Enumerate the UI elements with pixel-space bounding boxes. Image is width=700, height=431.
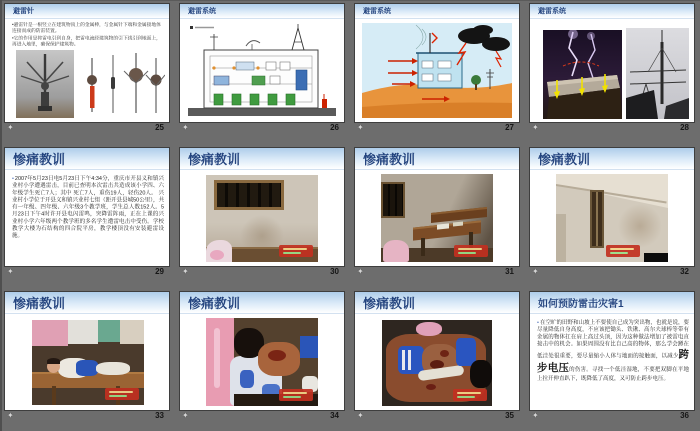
transition-star-icon: ✦ [357,123,364,132]
transition-star-icon: ✦ [7,411,14,420]
transition-star-icon: ✦ [182,267,189,276]
slide-cell-31 [350,144,525,287]
slide-thumbnail-29[interactable] [5,148,169,266]
photo-watermark [279,245,313,257]
injured-child-photo [206,318,318,406]
slide-body-text: •在空旷的田野和山坡上不要使自己成为突出物，也就是说，要尽量降低自身高度，不应该把锄头、铁锹、高尔夫球棒等带有金属的物体扛在肩上高过头顶，因为这种做法增加了被雷电直接击中的机会。如果周围没有比自己高的物体，那么学会蹲在低洼处很重要，要尽量缩小人体与地面的接触面，以减少跨步电压的伤害。寻找一个低洼湿地，不要把双脚在平地上拉开伸直趴下，既降低了高度，又可防止跨步电压。 [537,319,689,382]
window-frame [590,190,604,248]
victim-on-bench-photo [32,320,144,405]
slide-thumbnail-35[interactable] [355,292,519,410]
slide-cell-32 [525,144,700,287]
lightning-rod-types-icon [79,50,165,118]
transition-star-icon: ✦ [357,267,364,276]
damaged-classroom-wall-photo [206,175,318,262]
slide-header [5,4,169,19]
slide-header [5,148,169,170]
transition-star-icon: ✦ [532,267,539,276]
slide-title: 避雷系统 [538,8,566,15]
transition-star-icon: ✦ [7,123,14,132]
lightning-rod-photo [16,50,74,118]
step-voltage-highlight: 跨步电压 [537,348,689,374]
slide-header [180,292,344,314]
slide-header [355,148,519,170]
building-lightning-protection-diagram [188,24,336,118]
slide-number: 27 [505,123,514,132]
slide-title: 如何预防雷击灾害1 [538,299,624,310]
transition-star-icon: ✦ [182,411,189,420]
slide-thumbnail-28[interactable] [530,4,694,122]
slide-thumbnail-36[interactable] [530,292,694,410]
transition-star-icon: ✦ [7,267,14,276]
slide-header [530,292,694,314]
slide-cell-26 [175,0,350,143]
slide-header [355,292,519,314]
transition-star-icon: ✦ [532,411,539,420]
classroom-desks-photo [381,174,493,262]
slide-thumbnail-31[interactable] [355,148,519,266]
night-lightning-strike-photo [543,30,622,119]
slide-number: 34 [330,411,339,420]
photo-watermark [606,245,640,257]
slide-header [5,292,169,314]
slide-number: 28 [680,123,689,132]
dark-animal-shape [470,360,492,388]
slide-thumbnail-27[interactable] [355,4,519,122]
slide-number: 31 [505,267,514,276]
slide-cell-34 [175,288,350,431]
photo-watermark [105,388,139,400]
scorched-wall-corner-photo [556,174,668,262]
slide-cell-27 [350,0,525,143]
bullet-text: 避雷针是一根竖立在建筑物顶上的金属棒，与金属针下端和金属接地体连接而成的防雷装置。 [12,22,161,34]
slide-body-text: •2007年5月23日电5月23日下午4:34分，重庆市开县义和镇兴业村小学遭遇雷击，目前已查明本次雷击共造成该小学四、六年级学生死亡7人；其中 死亡7人，重伤19人，轻伤20人。 兴业村小学位于开县义和镇兴业村七组（距开县县城50公里），共有一年级、四年级、六年级3个教学班，学生总人数152人。5月23日下午4时许开县电闪雷鸣，突降雷阵雨，正在上课的兴业村小学六年级两个教学班的多名学生遭雷电击中受伤。学校教学大楼为石结构的四合院平房，教学楼顶没有安装避雷设施。 [12,175,164,239]
transition-star-icon: ✦ [532,123,539,132]
slide-thumbnail-25[interactable] [5,4,169,122]
photo-watermark [453,389,487,401]
lightning-rod-icon [16,50,74,118]
slide-title: 惨痛教训 [538,152,591,167]
slide-header [355,4,519,19]
slide-thumbnail-30[interactable] [180,148,344,266]
slide-cell-30 [175,144,350,287]
slide-cell-36 [525,288,700,431]
slide-thumbnail-32[interactable] [530,148,694,266]
lightning-bolts-icon [543,30,622,119]
slide-title: 惨痛教训 [363,296,416,311]
slide-cell-28 [525,0,700,143]
slide-cell-33 [0,288,175,431]
slide-header [180,148,344,170]
bullet-list: •避雷针是一根竖立在建筑物顶上的金属棒，与金属针下端和金属接地体连接而成的防雷装置。 •它的作用是将雷电引到自身，把雷电流经建筑物的引下线引到地面上，再进入地里，确保保护建筑物。 [12,22,161,47]
slide-number: 26 [330,123,339,132]
slide-number: 35 [505,411,514,420]
antenna-mast-photo [626,28,689,119]
slide-cell-35 [350,288,525,431]
transition-star-icon: ✦ [357,411,364,420]
antenna-mast-icon [626,28,689,119]
injured-child-on-floor-photo [382,320,492,406]
slide-thumbnail-34[interactable] [180,292,344,410]
slide-thumbnail-26[interactable] [180,4,344,122]
slide-thumbnail-33[interactable] [5,292,169,410]
slide-title: 惨痛教训 [363,152,416,167]
slide-cell-29 [0,144,175,287]
bullet-text: 它的作用是将雷电引到自身，把雷电流经建筑物的引下线引到地面上，再进入地里，确保保护建筑物。 [12,35,161,47]
slide-number: 25 [155,123,164,132]
slide-cell-25 [0,0,175,143]
slide-title: 惨痛教训 [13,296,66,311]
slide-title: 避雷系统 [363,8,391,15]
barred-window [214,180,284,210]
slide-number: 29 [155,267,164,276]
slide-header [530,148,694,170]
slide-header [530,4,694,19]
barred-window [381,182,405,218]
slide-title: 惨痛教训 [13,152,66,167]
slide-title: 惨痛教训 [188,296,241,311]
photo-watermark [279,389,313,401]
slide-number: 36 [680,411,689,420]
slide-title: 惨痛教训 [188,152,241,167]
slide-title: 避雷系统 [188,8,216,15]
house-lightning-strike-diagram [362,23,512,118]
slide-header [180,4,344,19]
transition-star-icon: ✦ [182,123,189,132]
photo-watermark [454,245,488,257]
slide-title: 避雷针 [13,8,34,15]
lightning-rod-products-photo [79,50,165,118]
slide-number: 33 [155,411,164,420]
slide-number: 32 [680,267,689,276]
slide-number: 30 [330,267,339,276]
